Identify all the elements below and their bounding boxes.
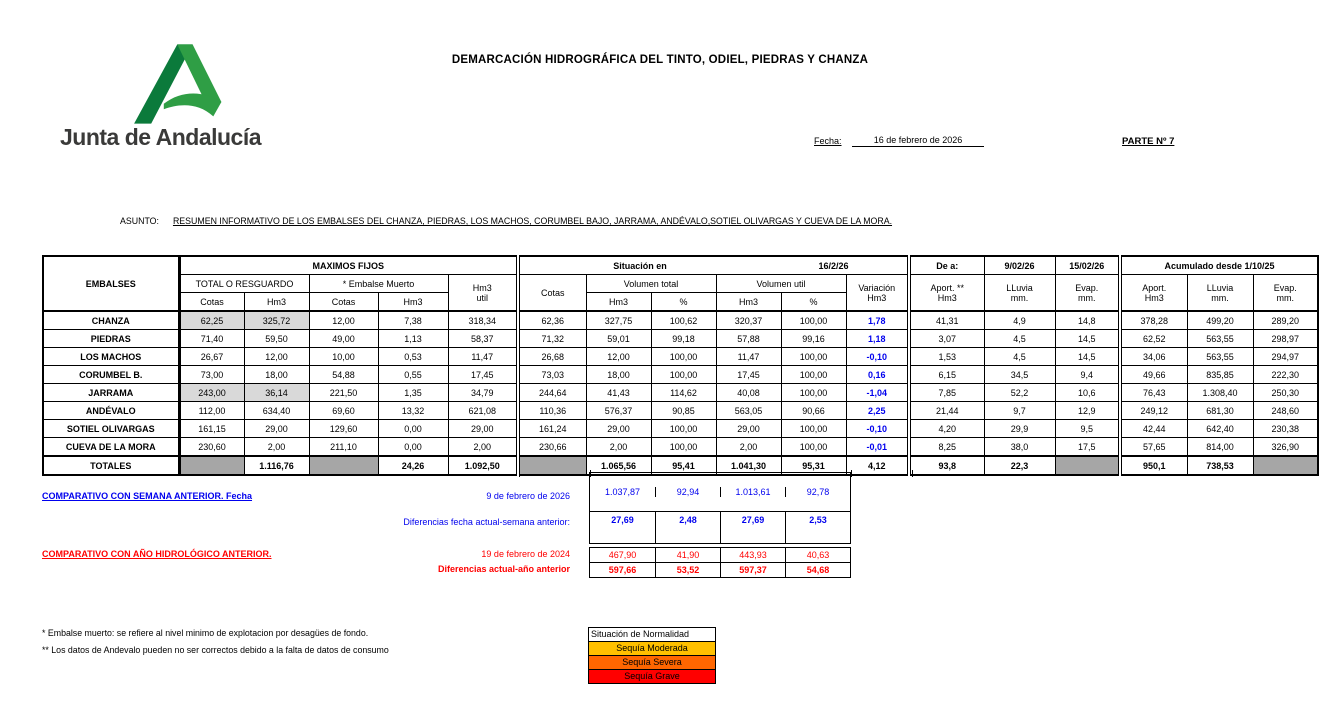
cell-cotas-muerto: 49,00 (309, 330, 378, 348)
junta-andalucia-logo-icon (126, 44, 234, 124)
cell-aport-acum: 62,52 (1120, 330, 1187, 348)
anio-value: 467,90 (608, 550, 637, 560)
cell-lluvia-semana: 9,7 (984, 402, 1055, 420)
col-header-maximos-fijos: MAXIMOS FIJOS (179, 256, 518, 275)
dif-semana-value: 2,53 (785, 512, 850, 543)
cell-lluvia-semana: 29,9 (984, 420, 1055, 438)
embalse-name: LOS MACHOS (43, 348, 179, 366)
cell-evap-acum: 250,30 (1253, 384, 1318, 402)
cell-pct-total: 100,00 (651, 348, 716, 366)
cell-lluvia-acum: 499,20 (1187, 311, 1253, 330)
cell-pct-total: 100,62 (651, 311, 716, 330)
cell-cotas-resguardo: 243,00 (179, 384, 244, 402)
fecha-value: 16 de febrero de 2026 (852, 135, 984, 147)
cell-aport-acum: 950,1 (1120, 456, 1187, 475)
anio-value: 41,90 (655, 548, 720, 562)
col-header-hm3-util: Hm3 util (448, 275, 518, 312)
comparativo-semana-fecha: 9 de febrero de 2026 (486, 491, 570, 501)
asunto-label: ASUNTO: (120, 216, 159, 226)
cell-pct-total: 99,18 (651, 330, 716, 348)
embalse-name: PIEDRAS (43, 330, 179, 348)
cell-hm3-muerto: 24,26 (378, 456, 448, 475)
semana-value: 1.037,87 (604, 487, 641, 497)
embalse-name: TOTALES (43, 456, 179, 475)
cell-hm3-util: 58,37 (448, 330, 518, 348)
cell-pct-util: 100,00 (781, 348, 846, 366)
cell-cotas-situacion: 244,64 (518, 384, 586, 402)
col-header-total-resguardo: TOTAL O RESGUARDO (179, 275, 309, 293)
dif-anio-value: 54,68 (785, 563, 850, 577)
cell-evap-semana: 9,5 (1055, 420, 1120, 438)
dif-semana-value: 2,48 (655, 512, 720, 543)
cell-evap-acum: 289,20 (1253, 311, 1318, 330)
cell-hm3-muerto: 1,35 (378, 384, 448, 402)
embalse-name: SOTIEL OLIVARGAS (43, 420, 179, 438)
cell-hm3-total: 59,01 (586, 330, 651, 348)
dif-anio-values-row (590, 562, 850, 577)
embalse-name: CUEVA DE LA MORA (43, 438, 179, 457)
dif-semana-value: 27,69 (611, 515, 634, 525)
col-header-cotas-muerto: Cotas (309, 293, 378, 312)
cell-lluvia-semana: 52,2 (984, 384, 1055, 402)
cell-cotas-muerto: 69,60 (309, 402, 378, 420)
cell-evap-acum: 326,90 (1253, 438, 1318, 457)
cell-lluvia-acum: 563,55 (1187, 330, 1253, 348)
cell-pct-util: 100,00 (781, 366, 846, 384)
embalse-name: CORUMBEL B. (43, 366, 179, 384)
cell-evap-semana: 14,8 (1055, 311, 1120, 330)
cell-hm3-util-sit: 17,45 (716, 366, 781, 384)
cell-hm3-muerto: 0,00 (378, 420, 448, 438)
legend-item: Situación de Normalidad (589, 628, 715, 641)
cell-aport-acum: 49,66 (1120, 366, 1187, 384)
cell-cotas-resguardo: 161,15 (179, 420, 244, 438)
col-header-de-a: De a: (909, 256, 984, 275)
col-header-de-fecha: 9/02/26 (984, 256, 1055, 275)
table-row (43, 311, 1318, 330)
cell-cotas-muerto: 221,50 (309, 384, 378, 402)
col-header-variacion: Variación Hm3 (846, 275, 909, 312)
cell-lluvia-acum: 563,55 (1187, 348, 1253, 366)
situacion-fecha: 16/2/26 (818, 260, 849, 271)
comparativo-anio-box (589, 547, 851, 578)
cell-hm3-util: 34,79 (448, 384, 518, 402)
cell-pct-util: 90,66 (781, 402, 846, 420)
comparativo-anio-label: COMPARATIVO CON AÑO HIDROLÓGICO ANTERIOR. (42, 549, 272, 559)
cell-evap-semana: 14,5 (1055, 348, 1120, 366)
cell-cotas-resguardo: 62,25 (179, 311, 244, 330)
cell-variacion: 2,25 (846, 402, 909, 420)
embalse-name: ANDÉVALO (43, 402, 179, 420)
cell-variacion: 0,16 (846, 366, 909, 384)
cell-hm3-muerto: 13,32 (378, 402, 448, 420)
cell-lluvia-semana: 34,5 (984, 366, 1055, 384)
fecha-label: Fecha: (814, 136, 842, 146)
cell-pct-total: 90,85 (651, 402, 716, 420)
cell-cotas-resguardo: 71,40 (179, 330, 244, 348)
cell-variacion: 1,78 (846, 311, 909, 330)
cell-evap-acum: 230,38 (1253, 420, 1318, 438)
col-header-lluvia-semana: LLuvia mm. (984, 275, 1055, 312)
cell-hm3-total: 576,37 (586, 402, 651, 420)
col-header-embalses: EMBALSES (43, 256, 179, 311)
table-row (43, 384, 1318, 402)
cell-hm3-resguardo: 1.116,76 (244, 456, 309, 475)
cell-variacion: -1,04 (846, 384, 909, 402)
page-title: DEMARCACIÓN HIDROGRÁFICA DEL TINTO, ODIEL, PIEDRAS Y CHANZA (451, 54, 869, 66)
dif-anio-value: 53,52 (655, 563, 720, 577)
col-header-aport-acum: Aport. Hm3 (1120, 275, 1187, 312)
cell-hm3-total: 2,00 (586, 438, 651, 457)
col-header-pct-util: % (781, 293, 846, 312)
cell-aport-semana: 6,15 (909, 366, 984, 384)
cell-evap-semana: 17,5 (1055, 438, 1120, 457)
cell-hm3-resguardo: 2,00 (244, 438, 309, 457)
cell-evap-semana: 9,4 (1055, 366, 1120, 384)
comparativo-anio-fecha: 19 de febrero de 2024 (481, 549, 570, 559)
cell-hm3-util-sit: 57,88 (716, 330, 781, 348)
cell-hm3-resguardo: 36,14 (244, 384, 309, 402)
embalse-name: CHANZA (43, 311, 179, 330)
cell-cotas-situacion: 71,32 (518, 330, 586, 348)
cell-aport-semana: 1,53 (909, 348, 984, 366)
cell-evap-acum: 222,30 (1253, 366, 1318, 384)
cell-cotas-resguardo: 230,60 (179, 438, 244, 457)
cell-hm3-total: 18,00 (586, 366, 651, 384)
cell-cotas-muerto: 54,88 (309, 366, 378, 384)
cell-aport-semana: 4,20 (909, 420, 984, 438)
col-header-evap-semana: Evap. mm. (1055, 275, 1120, 312)
cell-hm3-resguardo: 12,00 (244, 348, 309, 366)
cell-lluvia-acum: 642,40 (1187, 420, 1253, 438)
cell-hm3-util: 11,47 (448, 348, 518, 366)
cell-cotas-situacion: 230,66 (518, 438, 586, 457)
cell-lluvia-acum: 835,85 (1187, 366, 1253, 384)
cell-hm3-total: 1.065,56 (586, 456, 651, 475)
cell-pct-util: 100,00 (781, 438, 846, 457)
cell-hm3-total: 41,43 (586, 384, 651, 402)
cell-hm3-muerto: 7,38 (378, 311, 448, 330)
cell-pct-util: 100,00 (781, 420, 846, 438)
dif-anio-value: 597,37 (720, 563, 785, 577)
cell-hm3-util-sit: 40,08 (716, 384, 781, 402)
cell-evap-semana: 10,6 (1055, 384, 1120, 402)
cell-evap-acum: 248,60 (1253, 402, 1318, 420)
cell-lluvia-acum: 738,53 (1187, 456, 1253, 475)
col-header-a-fecha: 15/02/26 (1055, 256, 1120, 275)
cell-hm3-muerto: 1,13 (378, 330, 448, 348)
col-header-hm3-total: Hm3 (586, 293, 651, 312)
cell-pct-total: 100,00 (651, 438, 716, 457)
legend-item: Sequía Grave (589, 669, 715, 683)
cell-aport-acum: 42,44 (1120, 420, 1187, 438)
cell-cotas-resguardo: 112,00 (179, 402, 244, 420)
cell-cotas-situacion: 73,03 (518, 366, 586, 384)
cell-pct-util: 99,16 (781, 330, 846, 348)
cell-evap-semana: 12,9 (1055, 402, 1120, 420)
embalses-tbody (43, 311, 1318, 475)
cell-lluvia-semana: 22,3 (984, 456, 1055, 475)
cell-cotas-resguardo (179, 456, 244, 475)
cell-hm3-total: 327,75 (586, 311, 651, 330)
cell-cotas-resguardo: 73,00 (179, 366, 244, 384)
col-header-aport-semana: Aport. ** Hm3 (909, 275, 984, 312)
cell-lluvia-acum: 1.308,40 (1187, 384, 1253, 402)
table-column-stub-left (519, 470, 591, 477)
cell-aport-acum: 34,06 (1120, 348, 1187, 366)
cell-cotas-muerto: 211,10 (309, 438, 378, 457)
cell-aport-acum: 76,43 (1120, 384, 1187, 402)
cell-cotas-muerto: 10,00 (309, 348, 378, 366)
cell-hm3-util: 318,34 (448, 311, 518, 330)
cell-pct-util: 100,00 (781, 384, 846, 402)
cell-aport-semana: 7,85 (909, 384, 984, 402)
footnote-embalse-muerto: * Embalse muerto: se refiere al nivel minimo de explotacion por desagües de fondo. (42, 628, 369, 638)
comparativo-semana-box (589, 472, 851, 544)
dif-semana-value: 27,69 (720, 512, 785, 543)
cell-hm3-muerto: 0,53 (378, 348, 448, 366)
cell-aport-acum: 249,12 (1120, 402, 1187, 420)
cell-hm3-util-sit: 320,37 (716, 311, 781, 330)
cell-aport-semana: 21,44 (909, 402, 984, 420)
dif-anio-value: 597,66 (608, 565, 637, 575)
cell-cotas-situacion: 26,68 (518, 348, 586, 366)
table-column-stub-right (851, 470, 913, 477)
cell-lluvia-semana: 4,5 (984, 348, 1055, 366)
cell-aport-semana: 3,07 (909, 330, 984, 348)
table-row (43, 438, 1318, 457)
cell-pct-total: 100,00 (651, 420, 716, 438)
cell-hm3-muerto: 0,55 (378, 366, 448, 384)
cell-evap-semana: 14,5 (1055, 330, 1120, 348)
cell-evap-acum (1253, 456, 1318, 475)
col-header-pct-total: % (651, 293, 716, 312)
cell-pct-total: 114,62 (651, 384, 716, 402)
cell-hm3-muerto: 0,00 (378, 438, 448, 457)
cell-pct-util: 100,00 (781, 311, 846, 330)
col-header-volumen-total: Volumen total (586, 275, 716, 293)
semana-value: 92,78 (785, 487, 850, 497)
cell-hm3-util: 2,00 (448, 438, 518, 457)
cell-aport-semana: 41,31 (909, 311, 984, 330)
cell-lluvia-acum: 681,30 (1187, 402, 1253, 420)
table-row (43, 420, 1318, 438)
dif-semana-values-row (590, 511, 850, 543)
col-header-acumulado: Acumulado desde 1/10/25 (1120, 256, 1318, 275)
col-header-hm3-util-sit: Hm3 (716, 293, 781, 312)
cell-hm3-util: 29,00 (448, 420, 518, 438)
col-header-cotas: Cotas (179, 293, 244, 312)
col-header-situacion (518, 256, 909, 275)
cell-cotas-resguardo: 26,67 (179, 348, 244, 366)
cell-cotas-situacion: 62,36 (518, 311, 586, 330)
cell-pct-total: 95,41 (651, 456, 716, 475)
col-header-cotas-situacion: Cotas (518, 275, 586, 312)
cell-evap-acum: 294,97 (1253, 348, 1318, 366)
col-header-embalse-muerto: * Embalse Muerto (309, 275, 448, 293)
cell-hm3-util: 17,45 (448, 366, 518, 384)
dif-anio-label: Diferencias actual-año anterior (437, 564, 570, 574)
col-header-hm3: Hm3 (244, 293, 309, 312)
cell-variacion: -0,01 (846, 438, 909, 457)
cell-aport-semana: 93,8 (909, 456, 984, 475)
table-row (43, 348, 1318, 366)
cell-hm3-util-sit: 2,00 (716, 438, 781, 457)
cell-hm3-util-sit: 1.041,30 (716, 456, 781, 475)
drought-legend (588, 627, 716, 684)
cell-aport-acum: 378,28 (1120, 311, 1187, 330)
semana-value: 92,94 (655, 487, 720, 497)
embalse-name: JARRAMA (43, 384, 179, 402)
anio-value: 443,93 (720, 548, 785, 562)
semana-value: 1.013,61 (720, 487, 785, 497)
col-header-volumen-util: Volumen util (716, 275, 846, 293)
cell-hm3-resguardo: 29,00 (244, 420, 309, 438)
cell-hm3-resguardo: 325,72 (244, 311, 309, 330)
legend-item: Sequía Moderada (589, 641, 715, 655)
cell-pct-total: 100,00 (651, 366, 716, 384)
footnote-andevalo: ** Los datos de Andevalo pueden no ser correctos debido a la falta de datos de consumo (42, 645, 389, 655)
comparativo-semana-label: COMPARATIVO CON SEMANA ANTERIOR. Fecha (42, 491, 253, 501)
table-row (43, 366, 1318, 384)
cell-lluvia-semana: 4,9 (984, 311, 1055, 330)
situacion-en-label: Situación en (613, 260, 667, 271)
cell-hm3-total: 29,00 (586, 420, 651, 438)
semana-values-row (590, 473, 850, 511)
asunto-line (120, 216, 1220, 226)
asunto-text: RESUMEN INFORMATIVO DE LOS EMBALSES DEL CHANZA, PIEDRAS, LOS MACHOS, CORUMBEL BAJO, JARRAMA, ANDÉVALO,SOTIEL OLIVARGAS Y CUEVA DE LA MORA. (172, 216, 893, 226)
cell-hm3-resguardo: 18,00 (244, 366, 309, 384)
cell-variacion: 4,12 (846, 456, 909, 475)
col-header-hm3-muerto: Hm3 (378, 293, 448, 312)
cell-evap-semana (1055, 456, 1120, 475)
cell-variacion: 1,18 (846, 330, 909, 348)
cell-lluvia-acum: 814,00 (1187, 438, 1253, 457)
embalses-table (42, 255, 1319, 476)
cell-hm3-resguardo: 59,50 (244, 330, 309, 348)
cell-lluvia-semana: 38,0 (984, 438, 1055, 457)
cell-variacion: -0,10 (846, 348, 909, 366)
dif-semana-label: Diferencias fecha actual-semana anterior: (403, 517, 570, 527)
cell-cotas-situacion: 161,24 (518, 420, 586, 438)
legend-item: Sequía Severa (589, 655, 715, 669)
cell-aport-semana: 8,25 (909, 438, 984, 457)
table-row (43, 330, 1318, 348)
cell-hm3-util-sit: 11,47 (716, 348, 781, 366)
col-header-evap-acum: Evap. mm. (1253, 275, 1318, 312)
parte-number: PARTE Nº 7 (1122, 136, 1175, 147)
logo-text: Junta de Andalucía (60, 124, 262, 150)
cell-hm3-util-sit: 29,00 (716, 420, 781, 438)
cell-hm3-resguardo: 634,40 (244, 402, 309, 420)
cell-pct-util: 95,31 (781, 456, 846, 475)
cell-cotas-situacion: 110,36 (518, 402, 586, 420)
cell-variacion: -0,10 (846, 420, 909, 438)
cell-hm3-util-sit: 563,05 (716, 402, 781, 420)
cell-aport-acum: 57,65 (1120, 438, 1187, 457)
table-row (43, 402, 1318, 420)
cell-cotas-muerto (309, 456, 378, 475)
col-header-lluvia-acum: LLuvia mm. (1187, 275, 1253, 312)
cell-evap-acum: 298,97 (1253, 330, 1318, 348)
anio-values-row (590, 548, 850, 562)
anio-value: 40,63 (785, 548, 850, 562)
cell-hm3-util: 1.092,50 (448, 456, 518, 475)
cell-hm3-util: 621,08 (448, 402, 518, 420)
cell-cotas-muerto: 129,60 (309, 420, 378, 438)
cell-hm3-total: 12,00 (586, 348, 651, 366)
cell-lluvia-semana: 4,5 (984, 330, 1055, 348)
cell-cotas-muerto: 12,00 (309, 311, 378, 330)
